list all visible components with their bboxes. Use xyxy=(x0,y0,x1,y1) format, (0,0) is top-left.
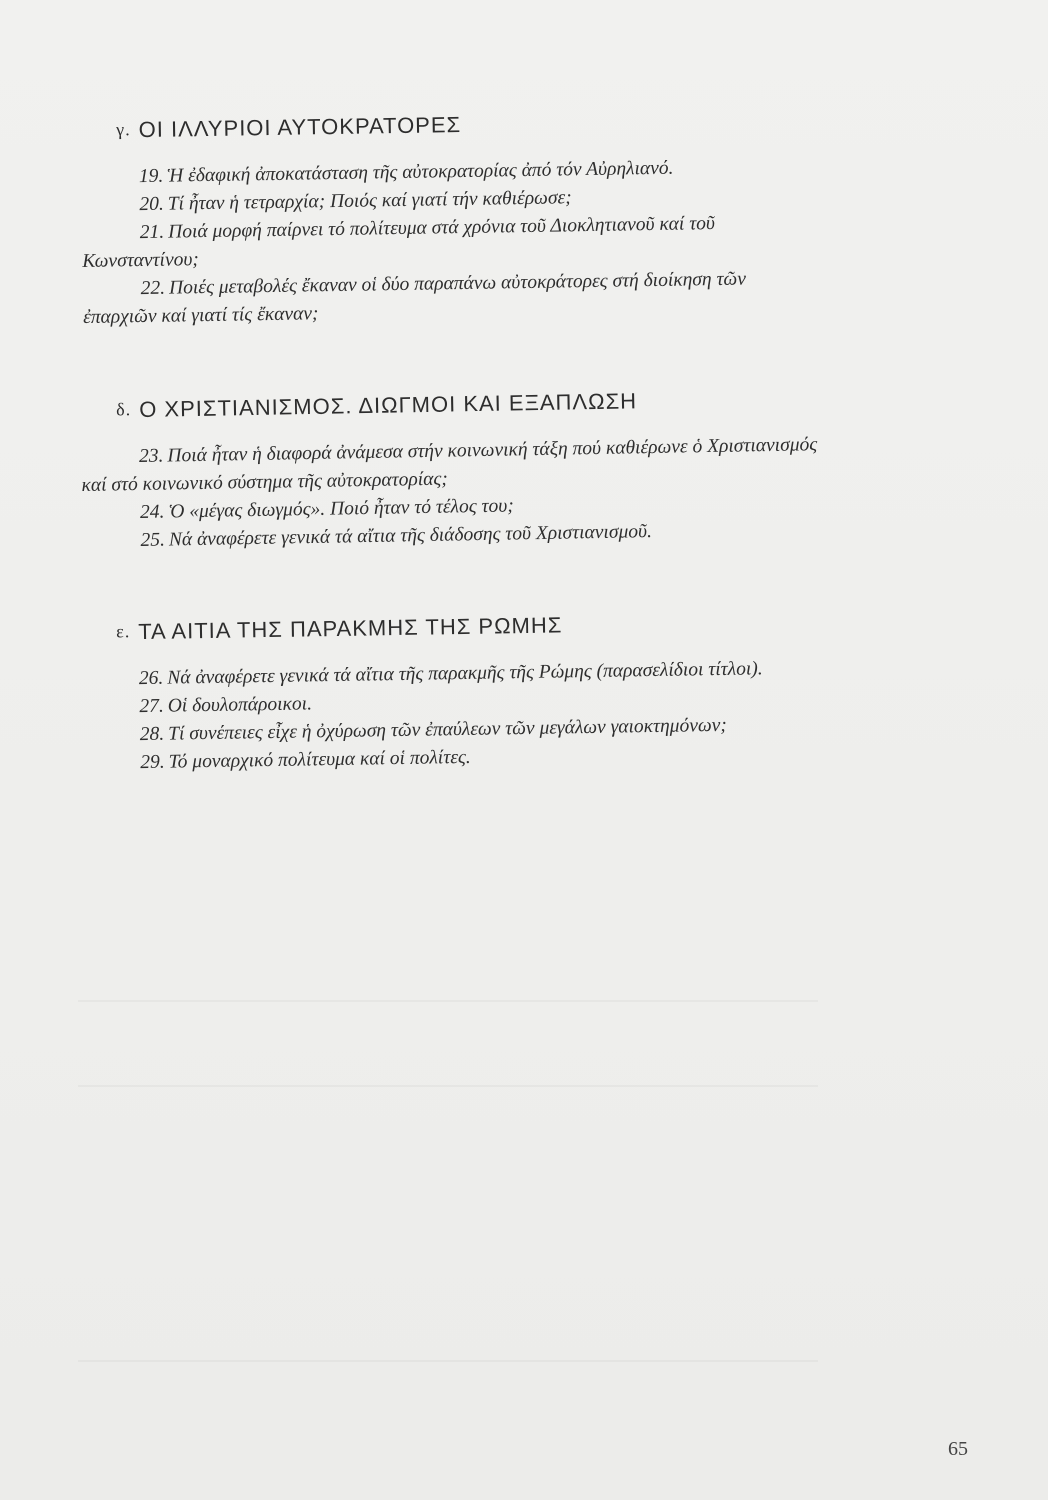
question-text: Ἡ ἐδαφική ἀποκατάσταση τῆς αὐτοκρατορίας ἀπό τόν Αὐρηλιανό. xyxy=(167,157,674,187)
question-number: 19. xyxy=(138,165,164,188)
section-heading xyxy=(116,608,820,645)
question-number: 29. xyxy=(140,751,165,774)
section-title: ΟΙ ΙΛΛΥΡΙΟΙ ΑΥΤΟΚΡΑΤΟΡΕΣ xyxy=(138,112,462,143)
show-through-line xyxy=(78,1360,818,1362)
section-letter: ε. xyxy=(116,621,131,642)
question-number: 24. xyxy=(139,501,165,523)
show-through-line xyxy=(78,1085,818,1087)
section-decline-of-rome xyxy=(80,608,822,778)
question-text: Τί ἦταν ἡ τετραρχία; Ποιός καί γιατί τήν καθιέρωσε; xyxy=(167,187,572,215)
question-text: Νά ἀναφέρετε γενικά τά αἴτια τῆς διάδοσης τοῦ Χριστιανισμοῦ. xyxy=(168,521,653,551)
question-number: 23. xyxy=(138,445,164,467)
section-title: Ο ΧΡΙΣΤΙΑΝΙΣΜΟΣ. ΔΙΩΓΜΟΙ ΚΑΙ ΕΞΑΠΛΩΣΗ xyxy=(138,388,638,422)
question-text: Οἱ δουλοπάροικοι. xyxy=(167,693,313,717)
question-number: 22. xyxy=(140,277,166,300)
question-item xyxy=(82,264,823,332)
question-text: Τί συνέπειες εἶχε ἡ ὀχύρωση τῶν ἐπαύλεων τῶν μεγάλων γαιοκτημόνων; xyxy=(168,714,727,745)
section-letter: δ. xyxy=(116,399,132,420)
question-number: 25. xyxy=(140,529,166,551)
section-heading xyxy=(116,385,820,423)
section-christianity xyxy=(80,385,823,556)
section-title: ΤΑ ΑΙΤΙΑ ΤΗΣ ΠΑΡΑΚΜΗΣ ΤΗΣ ΡΩΜΗΣ xyxy=(138,612,563,645)
question-text: Νά ἀναφέρετε γενικά τά αἴτια τῆς παρακμῆς τῆς Ρώμης (παρασελίδιοι τίτλοι). xyxy=(167,658,763,689)
question-text: Ποιά ἦταν ἡ διαφορά ἀνάμεσα στήν κοινωνική τάξη πού καθιέρωνε ὁ Χριστιανισμός καί στό κοινωνικό σύστημα τῆς αὐτοκρατορίας; xyxy=(81,434,818,496)
question-number: 21. xyxy=(139,221,165,244)
section-letter: γ. xyxy=(116,119,131,140)
question-text: Τό μοναρχικό πολίτευμα καί οἱ πολίτες. xyxy=(168,746,471,773)
question-number: 20. xyxy=(139,193,164,216)
question-text: Ποιές μεταβολές ἔκαναν οἱ δύο παραπάνω αὐτοκράτορες στή διοίκηση τῶν ἐπαρχιῶν καί γιατί τίς ἔκαναν; xyxy=(82,268,747,328)
question-text: Ποιά μορφή παίρνει τό πολίτευμα στά χρόνια τοῦ Διοκλητιανοῦ καί τοῦ Κωνσταντίνου; xyxy=(82,213,716,272)
question-text: Ὁ «μέγας διωγμός». Ποιό ἦταν τό τέλος του; xyxy=(168,495,514,523)
show-through-line xyxy=(78,1000,818,1002)
page-number: 65 xyxy=(948,1438,968,1460)
question-number: 27. xyxy=(139,695,164,718)
section-heading xyxy=(116,106,820,143)
section-illyrian-emperors xyxy=(80,106,823,332)
question-number: 28. xyxy=(139,723,165,746)
question-number: 26. xyxy=(138,667,164,690)
